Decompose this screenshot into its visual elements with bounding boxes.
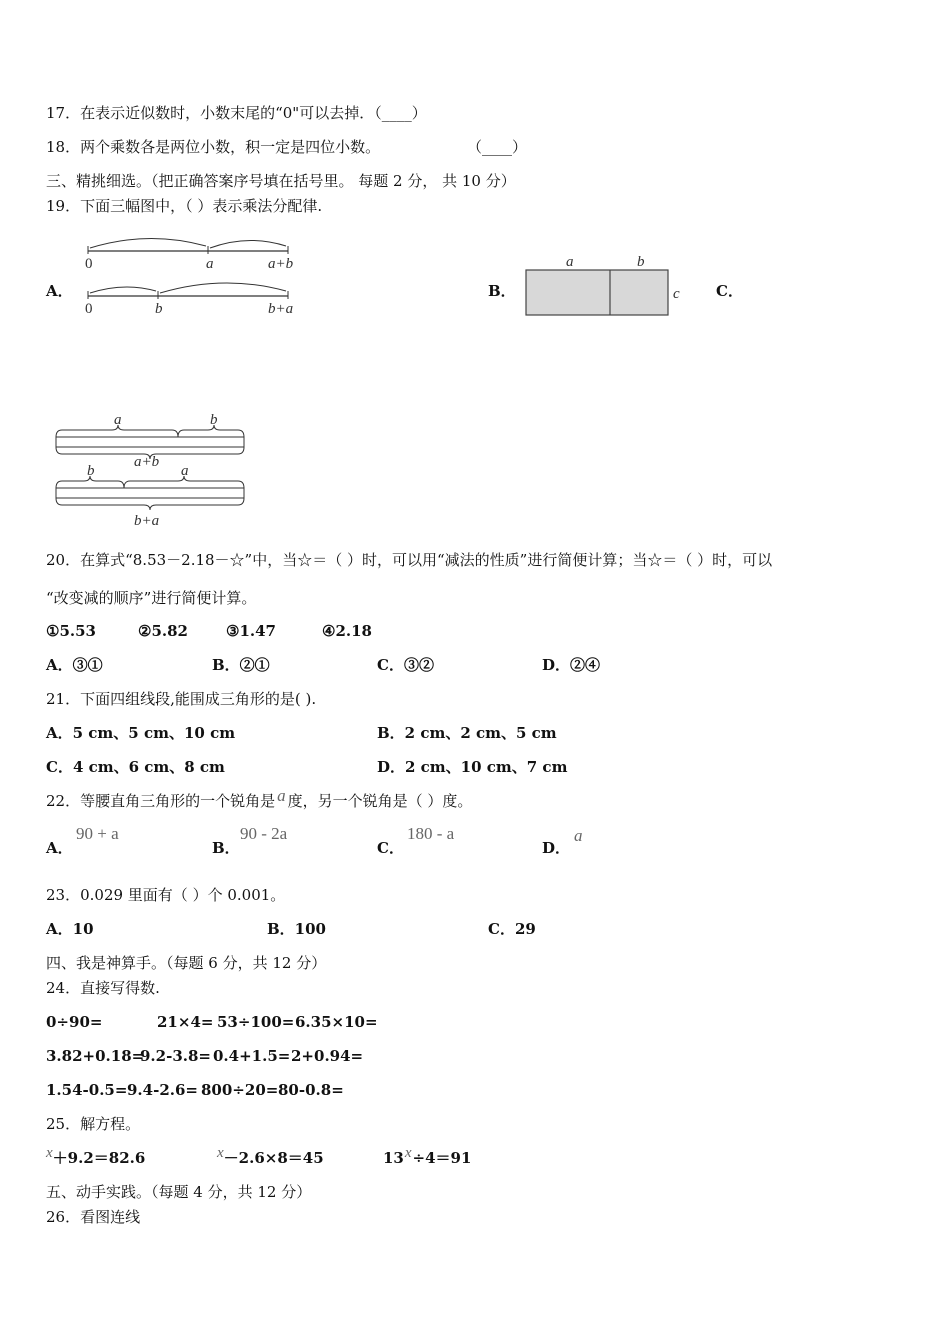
- q23-option-a: A．10: [46, 920, 94, 938]
- fig-c-label-b1: b: [210, 412, 218, 428]
- fig-c-label-a2: a: [181, 463, 189, 479]
- q23-option-b: B．100: [267, 920, 326, 938]
- question-23-stem: 23．0.029 里面有（ ）个 0.001。: [46, 886, 286, 904]
- question-18-blank: （____）: [467, 138, 528, 156]
- q22-var-a: a: [277, 786, 286, 805]
- question-25-stem: 25．解方程。: [46, 1115, 141, 1133]
- section-4-heading: 四、我是神算手。（每题 6 分，共 12 分）: [46, 954, 327, 972]
- q19-option-a-label: A．: [46, 282, 73, 300]
- q21-option-a: A．5 cm、5 cm、10 cm: [46, 724, 236, 742]
- q24-r2-c1: 3.82+0.18=: [46, 1047, 145, 1065]
- q22-stem-pre: 22．等腰直角三角形的一个锐角是: [46, 792, 276, 810]
- q24-r1-c2: 21×4=: [157, 1013, 214, 1031]
- q19-figure-a-number-lines: [82, 230, 322, 320]
- section-3-heading: 三、精挑细选。（把正确答案序号填在括号里。 每题 2 分， 共 10 分）: [46, 172, 516, 190]
- q24-r2-c2: 9.2-3.8=: [140, 1047, 211, 1065]
- q20-item-1: ①5.53: [46, 622, 96, 640]
- fig-c-label-sum1: a+b: [134, 454, 160, 470]
- q21-option-b: B．2 cm、2 cm、5 cm: [377, 724, 557, 742]
- q25-equation-1: [46, 1145, 146, 1169]
- question-20-line-1: 20．在算式“8.53－2.18－☆”中，当☆＝（ ）时，可以用“减法的性质”进行简便计算；当☆＝（ ）时，可以: [46, 551, 773, 569]
- q25-eq2-rest: －2.6×8＝45: [223, 1149, 324, 1167]
- q24-r1-c3: 53÷100=: [217, 1013, 295, 1031]
- fig-a-label-bpa: b+a: [268, 301, 294, 317]
- q20-item-3: ③1.47: [226, 622, 276, 640]
- fig-a-label-a: a: [206, 256, 214, 272]
- q25-eq1-var: x: [46, 1145, 53, 1161]
- fig-c-label-sum2: b+a: [134, 513, 160, 529]
- q24-r1-c4: 6.35×10=: [295, 1013, 378, 1031]
- fig-a-label-apb: a+b: [268, 256, 294, 272]
- fig-a-zero-2: 0: [85, 301, 93, 317]
- q22-option-d-label: D．: [542, 839, 571, 857]
- fig-c-label-b2: b: [87, 463, 95, 479]
- q20-option-b: B．②①: [212, 656, 270, 674]
- q22-option-a-expr: 90 + a: [76, 824, 119, 843]
- q23-option-c: C．29: [488, 920, 536, 938]
- q20-option-d: D．②④: [542, 656, 601, 674]
- q20-item-2: ②5.82: [138, 622, 188, 640]
- q24-r2-c3: 0.4+1.5=: [213, 1047, 291, 1065]
- fig-c-label-a1: a: [114, 412, 122, 428]
- q19-option-c-label: C．: [716, 282, 743, 300]
- q25-eq1-rest: ＋9.2＝82.6: [52, 1149, 146, 1167]
- q22-option-b-expr: 90 - 2a: [240, 824, 288, 843]
- question-21-stem: 21．下面四组线段,能围成三角形的是( ).: [46, 690, 317, 708]
- question-22-stem: [46, 786, 473, 811]
- question-20-line-2: “改变减的顺序”进行简便计算。: [46, 589, 257, 607]
- q22-option-c-expr: 180 - a: [407, 824, 455, 843]
- q19-option-b-label: B．: [488, 282, 516, 300]
- q25-eq3-var: x: [404, 1145, 412, 1161]
- q22-option-d-expr: a: [574, 826, 583, 845]
- question-24-stem: 24．直接写得数.: [46, 979, 160, 997]
- q25-eq2-var: x: [217, 1145, 224, 1161]
- q24-r3-c4: 80-0.8=: [278, 1081, 344, 1099]
- q24-r3-c3: 800÷20=: [201, 1081, 279, 1099]
- q25-equation-2: [217, 1145, 324, 1169]
- q22-stem-post: 度，另一个锐角是（ ）度。: [287, 792, 473, 810]
- fig-b-label-c: c: [673, 286, 680, 302]
- q20-option-c: C．③②: [377, 656, 434, 674]
- fig-b-label-a: a: [566, 254, 574, 270]
- question-26-stem: 26．看图连线: [46, 1208, 141, 1226]
- q25-equation-3: [383, 1145, 472, 1169]
- q24-r3-c2: 9.4-2.6=: [127, 1081, 198, 1099]
- q24-r1-c1: 0÷90=: [46, 1013, 103, 1031]
- section-5-heading: 五、动手实践。（每题 4 分，共 12 分）: [46, 1183, 312, 1201]
- q22-option-a-label: A．: [46, 839, 73, 857]
- q21-option-d: D．2 cm、10 cm、7 cm: [377, 758, 568, 776]
- q20-item-4: ④2.18: [322, 622, 372, 640]
- q24-r2-c4: 2+0.94=: [291, 1047, 364, 1065]
- q21-option-c: C．4 cm、6 cm、8 cm: [46, 758, 225, 776]
- fig-a-zero-1: 0: [85, 256, 93, 272]
- q22-option-b-label: B．: [212, 839, 240, 857]
- q19-figure-b-rectangle: [520, 250, 690, 320]
- q25-eq3-pre: 13: [383, 1149, 404, 1167]
- fig-a-label-b: b: [155, 301, 163, 317]
- q22-option-c-label: C．: [377, 839, 404, 857]
- fig-b-label-b: b: [637, 254, 645, 270]
- q20-option-a: A．③①: [46, 656, 103, 674]
- q19-figure-c-segments: [52, 412, 262, 530]
- q24-r3-c1: 1.54-0.5=: [46, 1081, 128, 1099]
- q25-eq3-post: ÷4＝91: [412, 1149, 472, 1167]
- question-18: 18．两个乘数各是两位小数，积一定是四位小数。: [46, 138, 381, 156]
- question-17: 17．在表示近似数时，小数末尾的“0"可以去掉．（____）: [46, 104, 427, 122]
- question-19-stem: 19．下面三幅图中，（ ）表示乘法分配律.: [46, 197, 323, 215]
